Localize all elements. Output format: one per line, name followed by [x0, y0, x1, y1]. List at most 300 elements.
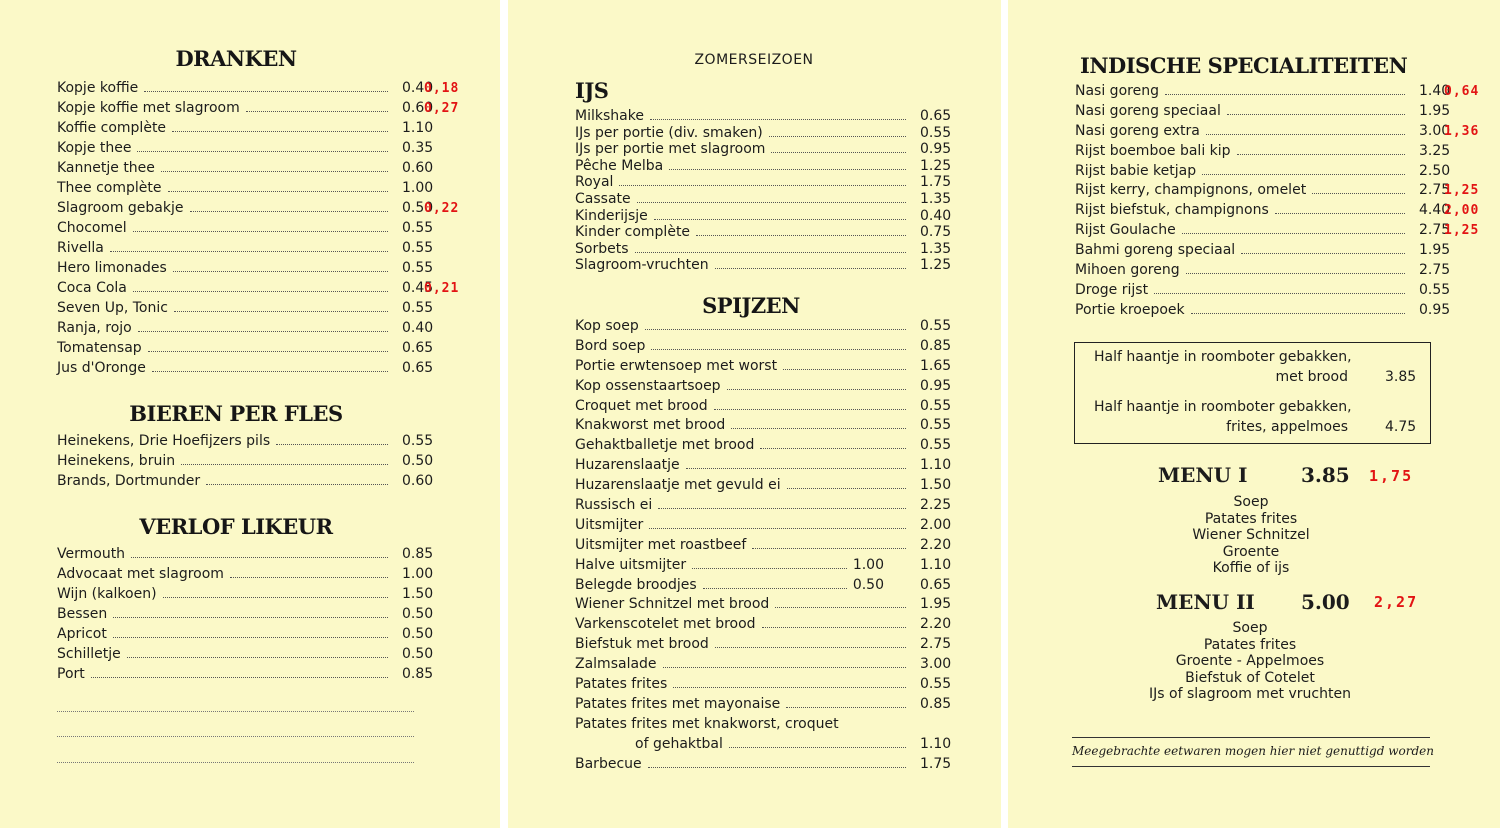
- dot-leader: [654, 219, 906, 220]
- menu-item: [575, 417, 952, 437]
- item-price: 0.50: [402, 626, 434, 642]
- menu-item: [57, 300, 434, 320]
- item-name: Ranja, rojo: [57, 320, 132, 336]
- menu-item: [57, 140, 434, 160]
- dot-leader: [729, 747, 906, 748]
- item-name: Coca Cola: [57, 280, 127, 296]
- handwritten-price-note: 0,18: [424, 81, 460, 96]
- item-name: Portie erwtensoep met worst: [575, 357, 778, 374]
- item-price: 0.75: [920, 224, 952, 241]
- item-name: Heinekens, bruin: [57, 453, 176, 469]
- menu-item: [57, 120, 434, 140]
- dot-leader: [715, 268, 906, 269]
- menu-item: [57, 260, 434, 280]
- likeur-heading: VERLOF LIKEUR: [139, 514, 333, 539]
- item-price: 1.75: [920, 174, 952, 191]
- menu1-price: 3.85: [1301, 463, 1350, 487]
- dot-leader: [786, 707, 906, 708]
- item-price: 0.55: [920, 417, 952, 434]
- season-label: ZOMERSEIZOEN: [694, 52, 814, 68]
- menu-item: [575, 676, 952, 696]
- item-price: 0.35: [402, 140, 434, 156]
- dot-leader: [172, 131, 388, 132]
- item-price: 0.55: [402, 240, 434, 256]
- dot-leader: [152, 371, 388, 372]
- menu-item: [575, 357, 952, 378]
- item-name: Bahmi goreng speciaal: [1075, 242, 1236, 259]
- course-item: Groente: [1222, 543, 1280, 560]
- item-price: 1.65: [920, 357, 952, 374]
- dot-leader: [1241, 253, 1405, 254]
- item-price: 0.95: [920, 377, 952, 394]
- menu-item: [575, 437, 952, 457]
- dot-leader: [686, 468, 906, 469]
- menu-item: [1075, 222, 1480, 242]
- item-name: Royal: [575, 174, 614, 191]
- likeur-list: [57, 546, 434, 686]
- item-name: Rijst boemboe bali kip: [1075, 142, 1231, 159]
- item-half-price: 0.50: [852, 576, 884, 593]
- item-name: Croquet met brood: [575, 397, 708, 414]
- menu-item: [1075, 122, 1480, 143]
- item-price: 0.85: [402, 546, 434, 562]
- indisch-list: [1075, 83, 1480, 322]
- menu1-title: MENU I: [1158, 463, 1248, 487]
- item-name: Barbecue: [575, 755, 642, 772]
- menu2-title: MENU II: [1156, 590, 1255, 614]
- item-price: 1.10: [920, 457, 952, 474]
- dot-leader: [144, 91, 388, 92]
- item-name: Seven Up, Tonic: [57, 300, 168, 316]
- menu-item: [57, 626, 434, 646]
- item-price: 0.55: [402, 260, 434, 276]
- menu-item: [575, 207, 952, 225]
- menu-item: [575, 596, 952, 616]
- dot-leader: [1154, 293, 1405, 294]
- dot-leader: [113, 637, 388, 638]
- item-name: Kop soep: [575, 318, 639, 334]
- item-name: Slagroom-vruchten: [575, 257, 709, 274]
- item-name: Gehaktballetje met brood: [575, 437, 755, 454]
- item-name: Bessen: [57, 606, 108, 622]
- dot-leader: [692, 568, 847, 569]
- handwritten-price-note: 1,25: [1444, 223, 1480, 239]
- dranken-heading: DRANKEN: [175, 46, 297, 71]
- dot-leader: [91, 677, 388, 678]
- dot-leader: [635, 252, 907, 253]
- item-name: Hero limonades: [57, 260, 167, 276]
- dot-leader: [727, 389, 906, 390]
- item-price: 0.40: [402, 80, 434, 96]
- dot-leader: [206, 484, 388, 485]
- item-price: 0.55: [920, 437, 952, 454]
- item-name: Biefstuk met brood: [575, 636, 709, 653]
- menu-item: [575, 616, 952, 636]
- menu-item: [1075, 182, 1480, 202]
- item-name: Advocaat met slagroom: [57, 566, 224, 582]
- course-item: IJs of slagroom met vruchten: [1149, 686, 1351, 703]
- half-haantje-line: Half haantje in roomboter gebakken,: [1094, 349, 1352, 365]
- dot-leader: [1202, 174, 1405, 175]
- dot-leader: [1275, 213, 1405, 214]
- dot-leader: [1237, 154, 1405, 155]
- item-price: 0.50: [402, 646, 434, 662]
- item-price: 0.55: [1419, 281, 1451, 298]
- dot-leader: [703, 588, 847, 589]
- footer-rule: [1072, 766, 1430, 767]
- item-name: Nasi goreng extra: [1075, 122, 1200, 139]
- dot-leader: [1206, 134, 1405, 135]
- menu-item: [57, 566, 434, 586]
- item-name: Russisch ei: [575, 497, 653, 514]
- item-price: 1.95: [1419, 242, 1451, 259]
- menu-item: [57, 220, 434, 240]
- item-price: 0.55: [920, 397, 952, 414]
- bieren-list: [57, 433, 434, 493]
- menu-item: [575, 377, 952, 398]
- dot-leader: [762, 627, 906, 628]
- menu-item: [575, 576, 952, 597]
- item-price: 2.75: [1419, 262, 1451, 279]
- item-name: Port: [57, 666, 85, 682]
- item-name: Apricot: [57, 626, 107, 642]
- menu-item: [1075, 262, 1451, 282]
- item-price: 0.55: [920, 318, 952, 334]
- item-price: 1.40: [1419, 83, 1451, 99]
- item-price: 0.85: [920, 337, 952, 354]
- item-name: Zalmsalade: [575, 656, 657, 673]
- menu-item: [575, 477, 952, 497]
- item-name: Patates frites met mayonaise: [575, 695, 781, 712]
- dot-leader: [1186, 273, 1405, 274]
- item-name: Koffie complète: [57, 120, 167, 136]
- menu-item: [1075, 102, 1451, 123]
- menu-item: [575, 141, 952, 158]
- menu-item: [575, 190, 952, 208]
- item-name: Portie kroepoek: [1075, 301, 1185, 318]
- menu-item: [575, 257, 952, 274]
- menu-item: [575, 656, 952, 676]
- item-name: Pêche Melba: [575, 157, 664, 174]
- item-name: Knakworst met brood: [575, 417, 726, 434]
- item-name: Kopje thee: [57, 140, 132, 156]
- item-name: Huzarenslaatje met gevuld ei: [575, 477, 781, 494]
- item-name: Thee complète: [57, 180, 162, 196]
- menu-item: [575, 318, 952, 338]
- item-price: 0.60: [402, 160, 434, 176]
- blank-entry-line: [57, 762, 414, 763]
- menu-item: [57, 546, 434, 566]
- dot-leader: [651, 349, 906, 350]
- dot-leader: [752, 548, 906, 549]
- menu-item: [57, 453, 434, 473]
- dot-leader: [127, 657, 388, 658]
- item-price: 0.60: [402, 100, 434, 116]
- menu2-annotation: 2,27: [1374, 593, 1419, 611]
- item-price: 1.10: [402, 120, 434, 136]
- spijzen-list: [575, 318, 952, 775]
- item-name: Rivella: [57, 240, 104, 256]
- half-haantje-price: 3.85: [1385, 369, 1417, 385]
- menu-item: [1075, 142, 1451, 163]
- item-price: 0.85: [402, 666, 434, 682]
- item-price: 0.95: [1419, 301, 1451, 318]
- item-price: 0.55: [402, 300, 434, 316]
- item-price: 0.55: [920, 676, 952, 693]
- item-price: 1.50: [920, 477, 952, 494]
- item-name: Rijst biefstuk, champignons: [1075, 202, 1269, 219]
- handwritten-price-note: 0,22: [424, 201, 460, 216]
- menu1-courses: [1192, 494, 1309, 577]
- menu-item: [57, 340, 434, 360]
- dot-leader: [1182, 233, 1405, 234]
- dot-leader: [760, 448, 906, 449]
- item-price: 1.35: [920, 240, 952, 257]
- menu-item: [57, 473, 434, 493]
- item-price: 0.45: [402, 280, 434, 296]
- item-price: 1.50: [402, 586, 434, 602]
- handwritten-price-note: 0,21: [424, 281, 460, 296]
- item-name: Cassate: [575, 190, 631, 207]
- item-name: Jus d'Oronge: [57, 360, 146, 376]
- item-price: 0.55: [402, 433, 434, 449]
- item-price: 2.75: [1419, 222, 1451, 239]
- item-name: IJs per portie met slagroom: [575, 141, 766, 158]
- item-name: Kop ossenstaartsoep: [575, 377, 721, 394]
- menu-item: [57, 180, 434, 200]
- menu2-price: 5.00: [1301, 590, 1350, 614]
- course-item: Patates frites: [1203, 636, 1297, 653]
- dot-leader: [714, 409, 906, 410]
- item-price: 0.65: [402, 360, 434, 376]
- dot-leader: [173, 271, 388, 272]
- dot-leader: [637, 202, 906, 203]
- item-name: Rijst Goulache: [1075, 222, 1176, 239]
- menu-item: [57, 320, 434, 340]
- item-name: Rijst babie ketjap: [1075, 162, 1197, 179]
- dot-leader: [133, 291, 388, 292]
- menu-item: [575, 755, 952, 776]
- dot-leader: [230, 577, 388, 578]
- course-item: Wiener Schnitzel: [1192, 527, 1310, 544]
- dot-leader: [133, 231, 388, 232]
- menu-item: [57, 360, 434, 380]
- course-item: Biefstuk of Cotelet: [1185, 669, 1315, 686]
- half-haantje-box: [1074, 342, 1431, 444]
- dot-leader: [663, 667, 906, 668]
- menu-item: [575, 735, 952, 756]
- course-item: Groente - Appelmoes: [1175, 653, 1325, 670]
- item-price: 1.10: [920, 735, 952, 752]
- dot-leader: [174, 311, 388, 312]
- item-name: Brands, Dortmunder: [57, 473, 201, 489]
- course-item: Soep: [1232, 620, 1268, 636]
- item-price: 0.60: [402, 473, 434, 489]
- handwritten-price-note: 0,27: [424, 101, 460, 116]
- item-name: Halve uitsmijter: [575, 556, 687, 573]
- ijs-heading: IJS: [575, 78, 609, 103]
- item-name: Wiener Schnitzel met brood: [575, 596, 770, 613]
- dot-leader: [648, 767, 906, 768]
- menu-item: [575, 716, 933, 736]
- menu-item: [57, 646, 434, 666]
- dot-leader: [658, 508, 906, 509]
- dot-leader: [190, 211, 389, 212]
- item-price: 2.20: [920, 616, 952, 633]
- item-price: 0.85: [920, 695, 952, 712]
- item-price: 0.65: [920, 108, 952, 124]
- dot-leader: [769, 136, 906, 137]
- menu-item: [575, 240, 952, 258]
- course-item: Koffie of ijs: [1212, 560, 1290, 577]
- item-name: Patates frites met knakworst, croquet: [575, 715, 839, 732]
- dot-leader: [138, 331, 388, 332]
- item-name: Wijn (kalkoen): [57, 586, 157, 602]
- item-price: 2.75: [1419, 182, 1451, 199]
- indisch-heading: INDISCHE SPECIALITEITEN: [1080, 53, 1408, 78]
- item-price: 0.55: [920, 124, 952, 141]
- blank-entry-line: [57, 711, 414, 712]
- item-price: 2.25: [920, 497, 952, 514]
- item-name: Rijst kerry, champignons, omelet: [1075, 182, 1307, 199]
- half-haantje-price: 4.75: [1385, 419, 1417, 435]
- dot-leader: [771, 152, 906, 153]
- menu-item: [57, 586, 434, 606]
- menu-item: [575, 157, 952, 175]
- item-name: Uitsmijter met roastbeef: [575, 536, 747, 553]
- menu2-courses: [1149, 620, 1351, 703]
- dot-leader: [163, 597, 388, 598]
- item-price: 0.50: [402, 453, 434, 469]
- item-price: 1.10: [920, 556, 952, 573]
- item-price: 0.95: [920, 141, 952, 158]
- menu-item: [1075, 281, 1451, 302]
- menu-item: [57, 240, 434, 260]
- item-price: 0.65: [920, 576, 952, 593]
- dot-leader: [619, 185, 906, 186]
- half-haantje-line: frites, appelmoes: [1226, 419, 1348, 435]
- dot-leader: [787, 488, 906, 489]
- course-item: Patates frites: [1204, 510, 1298, 527]
- menu-item: [575, 536, 952, 557]
- item-name: Varkenscotelet met brood: [575, 616, 756, 633]
- item-name: Kinder complète: [575, 224, 691, 241]
- item-name: Kopje koffie: [57, 80, 139, 96]
- item-price: 0.50: [402, 200, 434, 216]
- dot-leader: [650, 119, 906, 120]
- item-price: 1.25: [920, 257, 952, 274]
- item-price: 2.20: [920, 536, 952, 553]
- item-name: Droge rijst: [1075, 281, 1149, 298]
- menu-item: [575, 174, 952, 191]
- dot-leader: [148, 351, 388, 352]
- handwritten-price-note: 1,25: [1444, 183, 1480, 199]
- item-price: 4.40: [1419, 202, 1451, 219]
- item-price: 1.95: [920, 596, 952, 613]
- ijs-list: [575, 108, 952, 274]
- item-price: 0.65: [402, 340, 434, 356]
- item-name: Tomatensap: [57, 340, 142, 356]
- item-name: Heinekens, Drie Hoefijzers pils: [57, 433, 271, 449]
- menu-item: [575, 636, 952, 656]
- item-name: IJs per portie (div. smaken): [575, 124, 763, 141]
- footer-note: Meegebrachte eetwaren mogen hier niet genuttigd worden: [1072, 744, 1434, 758]
- dot-leader: [181, 464, 388, 465]
- item-price: 1.95: [1419, 102, 1451, 119]
- menu-item: [1075, 202, 1480, 222]
- item-name: Patates frites: [575, 676, 668, 693]
- item-price: 2.75: [920, 636, 952, 653]
- bieren-heading: BIEREN PER FLES: [129, 401, 343, 426]
- item-price: 3.00: [920, 656, 952, 673]
- menu-item: [57, 433, 434, 453]
- menu-item: [57, 200, 460, 220]
- menu-item: [575, 457, 952, 477]
- dot-leader: [669, 169, 906, 170]
- menu-item: [57, 606, 434, 626]
- menu-item: [57, 280, 460, 300]
- item-name: Kinderijsje: [575, 207, 648, 224]
- menu-item: [575, 497, 952, 517]
- menu-item: [575, 397, 952, 418]
- course-item: Soep: [1233, 494, 1269, 510]
- half-haantje-line: met brood: [1275, 369, 1348, 385]
- dot-leader: [696, 235, 906, 236]
- item-price: 3.00: [1419, 122, 1451, 139]
- item-price: 0.40: [402, 320, 434, 336]
- item-name: Milkshake: [575, 108, 644, 124]
- menu1-annotation: 1,75: [1369, 467, 1414, 485]
- item-name: Huzarenslaatje: [575, 457, 680, 474]
- dot-leader: [715, 647, 906, 648]
- menu-item: [575, 108, 952, 125]
- item-half-price: 1.00: [852, 556, 884, 573]
- dot-leader: [731, 428, 906, 429]
- menu-item: [1075, 301, 1451, 322]
- menu-item: [575, 224, 952, 241]
- item-name: Belegde broodjes: [575, 576, 697, 593]
- handwritten-price-note: 0,64: [1444, 84, 1480, 99]
- dot-leader: [113, 617, 388, 618]
- menu-item: [575, 337, 952, 358]
- item-name: Kopje koffie met slagroom: [57, 100, 240, 116]
- dot-leader: [783, 369, 906, 370]
- dot-leader: [1312, 193, 1405, 194]
- handwritten-price-note: 2,00: [1444, 203, 1480, 219]
- dot-leader: [110, 251, 388, 252]
- menu-item: [1075, 83, 1480, 103]
- dot-leader: [276, 444, 388, 445]
- menu-item: [57, 80, 460, 100]
- menu-item: [575, 516, 952, 537]
- dot-leader: [161, 171, 388, 172]
- item-price: 1.00: [402, 566, 434, 582]
- item-price: 3.25: [1419, 142, 1451, 159]
- spijzen-heading: SPIJZEN: [702, 293, 800, 318]
- item-name: Bord soep: [575, 337, 646, 354]
- item-price: 0.50: [402, 606, 434, 622]
- item-price: 0.55: [402, 220, 434, 236]
- item-name: Kannetje thee: [57, 160, 155, 176]
- handwritten-price-note: 1,36: [1444, 123, 1480, 139]
- item-name: Chocomel: [57, 220, 127, 236]
- half-haantje-line: Half haantje in roomboter gebakken,: [1094, 399, 1352, 415]
- blank-entry-line: [57, 736, 414, 737]
- dot-leader: [131, 557, 388, 558]
- item-price: 2.50: [1419, 162, 1451, 179]
- menu-item: [1075, 242, 1451, 262]
- menu-item: [575, 124, 952, 142]
